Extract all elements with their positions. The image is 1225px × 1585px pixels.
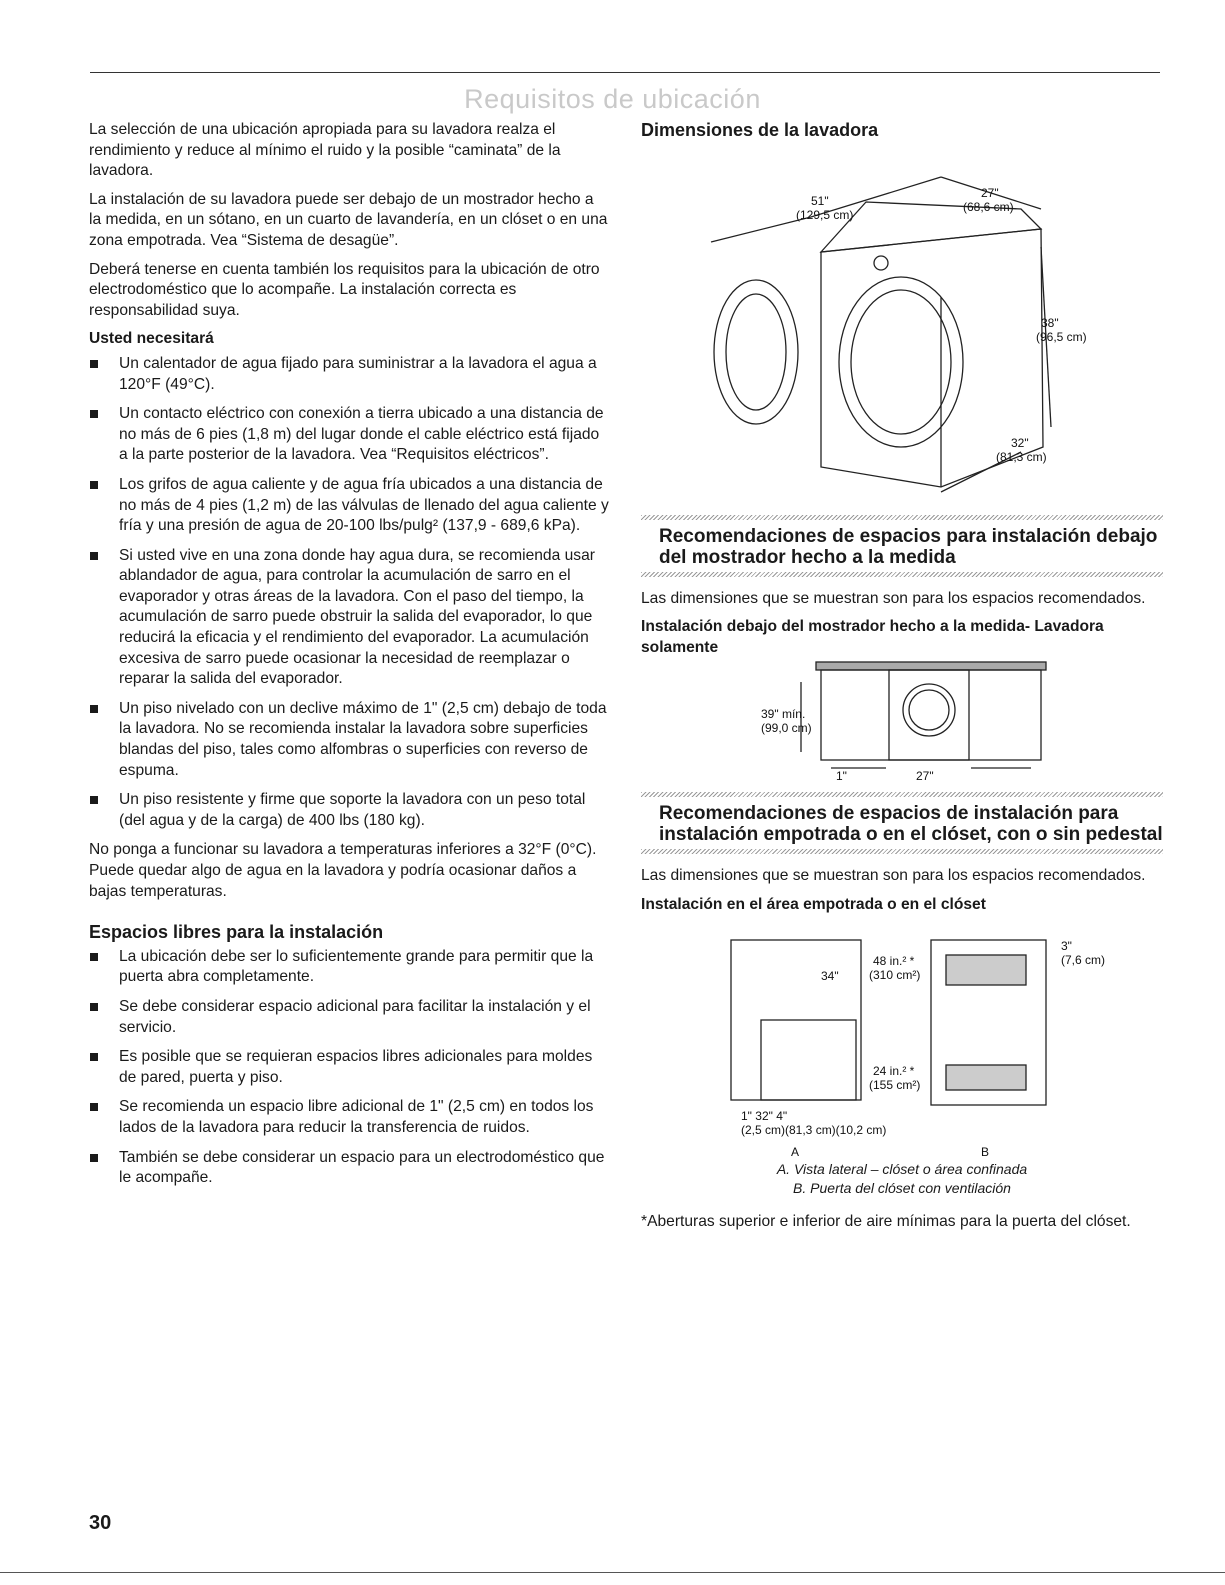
washer-dimensions-diagram	[641, 147, 1163, 497]
list-item: Un calentador de agua fijado para suministrar a la lavadora el agua a 120°F (49°C).	[89, 354, 609, 395]
dim-diagonal-in: 32"	[1011, 435, 1029, 450]
under-counter-title: Recomendaciones de espacios para instalación debajo del mostrador hecho a la medida	[659, 525, 1158, 568]
list-item: Se debe considerar espacio adicional para facilitar la instalación y el servicio.	[89, 997, 609, 1038]
clearance-list	[89, 947, 609, 1189]
list-item: Un piso resistente y firme que soporte la lavadora con un peso total (del agua y de la carga) de 400 lbs (180 kg).	[89, 790, 609, 831]
bullet-icon	[90, 410, 98, 418]
list-item: Se recomienda un espacio libre adicional de 1" (2,5 cm) en todos los lados de la lavadora para reducir la transferencia de ruidos.	[89, 1097, 609, 1138]
temperature-warning: No ponga a funcionar su lavadora a temperaturas inferiores a 32°F (0°C). Puede quedar algo de agua en la lavadora y podría ocasionar daños a bajas temperaturas.	[89, 841, 597, 900]
under-width-in: 27"	[916, 769, 934, 784]
need-heading: Usted necesitará	[89, 330, 214, 348]
dim-width-cm: (68,6 cm)	[963, 199, 1014, 214]
dim-height-cm: (96,5 cm)	[1036, 329, 1087, 344]
label-a: A	[791, 1144, 800, 1159]
list-item: Un contacto eléctrico con conexión a tierra ubicado a una distancia de no más de 6 pies (1,8 m) del lugar donde el cable eléctrico está fijado a la parte posterior de la lavadora. Vea “Requisitos eléctricos”.	[89, 404, 609, 466]
under-counter-subheading: Instalación debajo del mostrador hecho a la medida- Lavadora solamente	[641, 618, 1104, 656]
dim-depth-cm: (129,5 cm)	[796, 207, 854, 222]
list-item: Un piso nivelado con un declive máximo de 1" (2,5 cm) debajo de toda la lavadora. No se recomienda instalar la lavadora sobre superficies blandas del piso, tales como alfombras o superficies con reverso de espuma.	[89, 699, 609, 781]
gap-in: 3"	[1061, 938, 1072, 953]
dim-depth-in: 51"	[811, 193, 829, 208]
bottom-rule	[0, 1572, 1225, 1573]
top-vent-in: 48 in.² *	[873, 953, 915, 968]
section-divider	[641, 572, 1163, 577]
gap-cm: (7,6 cm)	[1061, 952, 1106, 967]
list-item: Es posible que se requieran espacios libres adicionales para moldes de pared, puerta y piso.	[89, 1047, 609, 1088]
intro-paragraph: La selección de una ubicación apropiada para su lavadora realza el rendimiento y reduce al mínimo el ruido y la posible “caminata” de la lavadora.	[89, 121, 561, 180]
section-divider	[641, 792, 1163, 797]
bullet-icon	[90, 1003, 98, 1011]
closet-bottom-dims-cm: (2,5 cm)(81,3 cm)(10,2 cm)	[741, 1122, 887, 1137]
under-counter-diagram	[641, 662, 1163, 784]
bullet-icon	[90, 953, 98, 961]
bullet-icon	[90, 481, 98, 489]
bullet-icon	[90, 1154, 98, 1162]
label-b: B	[981, 1144, 990, 1159]
dim-height-in: 38"	[1041, 315, 1059, 330]
top-rule	[90, 72, 1160, 73]
page-number: 30	[89, 1512, 112, 1534]
footnote: *Aberturas superior e inferior de aire mínimas para la puerta del clóset.	[641, 1212, 1131, 1230]
under-height-in: 39" mín.	[761, 707, 806, 722]
list-item: Si usted vive en una zona donde hay agua dura, se recomienda usar ablandador de agua, para controlar la acumulación de sarro en el evaporador y otras áreas de la lavadora. Con el paso del tiempo, la acumulación de sarro puede obstruir la salida del evaporador, lo que reducirá la eficacia y el rendimiento del evaporador. La acumulación excesiva de sarro puede ocasionar la necesidad de reemplazar o reparar la salida del evaporador.	[89, 546, 609, 690]
top-vent-cm: (310 cm²)	[869, 967, 921, 982]
under-side-in: 1"	[836, 769, 847, 784]
closet-text: Las dimensiones que se muestran son para los espacios recomendados.	[641, 867, 1146, 885]
list-item: La ubicación debe ser lo suficientemente grande para permitir que la puerta abra completamente.	[89, 947, 609, 988]
dim-width-in: 27"	[981, 185, 999, 200]
closet-title: Recomendaciones de espacios de instalación para instalación empotrada o en el clóset, con o sin pedestal	[659, 803, 1163, 846]
caption-b: B. Puerta del clóset con ventilación	[793, 1179, 1011, 1196]
section-divider	[641, 849, 1163, 854]
intro-paragraph: Deberá tenerse en cuenta también los requisitos para la ubicación de otro electrodoméstico que lo acompañe. La instalación correcta es responsabilidad suya.	[89, 260, 600, 319]
closet-subheading: Instalación en el área empotrada o en el clóset	[641, 895, 986, 913]
list-item: Los grifos de agua caliente y de agua fría ubicados a una distancia de no más de 4 pies (1,2 m) de las válvulas de llenado del agua caliente y fría y una presión de agua de 20-100 lbs/pulg² (137,9 - 689,6 kPa).	[89, 475, 609, 537]
bottom-vent-in: 24 in.² *	[873, 1063, 915, 1078]
section-divider	[641, 515, 1163, 520]
under-counter-text: Las dimensiones que se muestran son para los espacios recomendados.	[641, 589, 1146, 607]
caption-a: A. Vista lateral – clóset o área confinada	[776, 1160, 1028, 1177]
closet-diagram	[641, 920, 1163, 1160]
bullet-icon	[90, 705, 98, 713]
intro-paragraph: La instalación de su lavadora puede ser debajo de un mostrador hecho a la medida, en un sótano, en un cuarto de lavandería, en un clóset o en una zona empotrada. Vea “Sistema de desagüe”.	[89, 190, 608, 249]
need-list	[89, 354, 609, 831]
clearance-heading: Espacios libres para la instalación	[89, 922, 384, 943]
bullet-icon	[90, 1053, 98, 1061]
dimensions-heading: Dimensiones de la lavadora	[641, 120, 879, 140]
bullet-icon	[90, 552, 98, 560]
page-title: Requisitos de ubicación	[464, 84, 761, 114]
closet-height-in: 34"	[821, 968, 839, 983]
under-height-cm: (99,0 cm)	[761, 721, 812, 736]
closet-bottom-dims: 1" 32" 4"	[741, 1108, 788, 1123]
dim-diagonal-cm: (81,3 cm)	[996, 449, 1047, 464]
bullet-icon	[90, 1103, 98, 1111]
right-column	[641, 120, 1163, 1240]
list-item: También se debe considerar un espacio para un electrodoméstico que le acompañe.	[89, 1148, 609, 1189]
left-column	[89, 120, 609, 1198]
bullet-icon	[90, 360, 98, 368]
bottom-vent-cm: (155 cm²)	[869, 1077, 921, 1092]
bullet-icon	[90, 796, 98, 804]
